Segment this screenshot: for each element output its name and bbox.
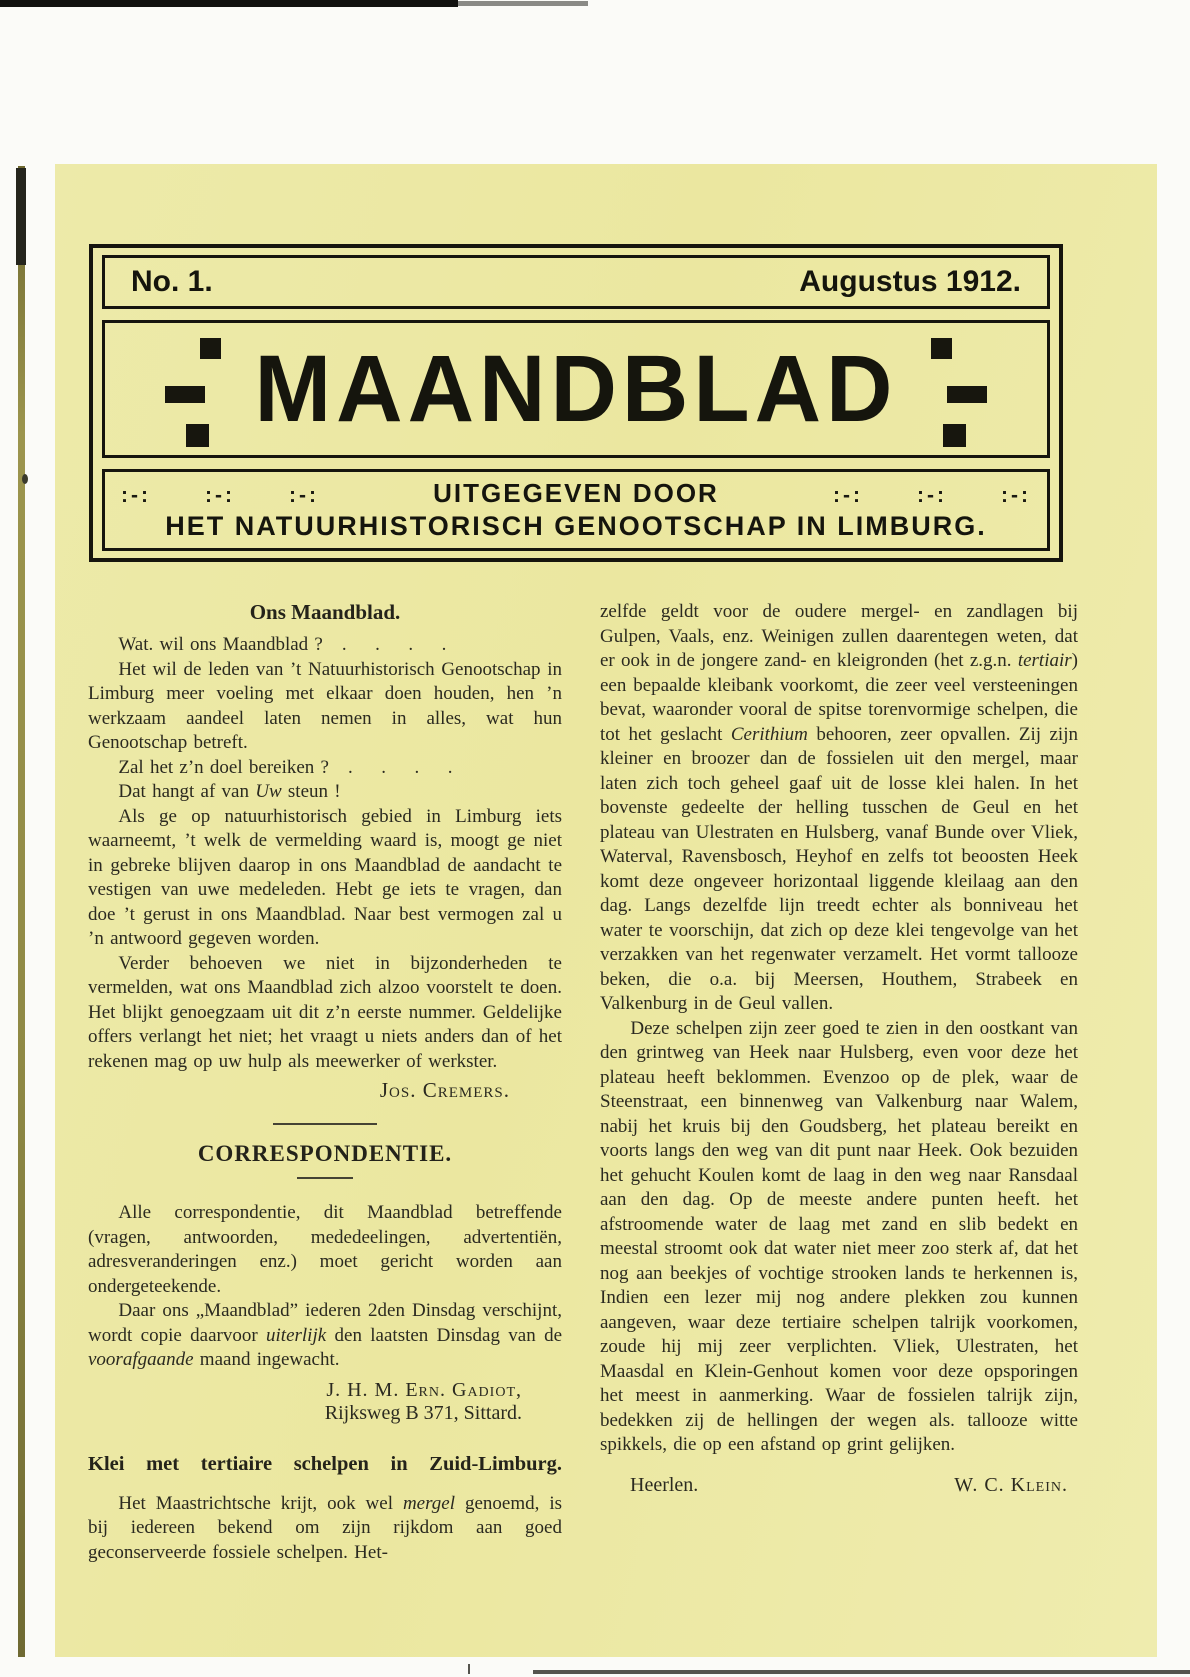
article1-body <box>88 633 562 1074</box>
paragraph: Daar ons „Maandblad” iederen 2den Dinsdag verschijnt, wordt copie daarvoor uiterlijk den laatsten Dinsdag van de voorafgaande maand ingewacht. <box>88 1300 563 1370</box>
article3-body <box>88 1492 562 1566</box>
ink-blot <box>22 474 28 484</box>
paragraph: Het Maastrichtsche krijt, ook wel mergel genoemd, is bij iedereen bekend om zijn rijkdom aan goed geconserveerde fossiele schelpen. Het- <box>88 1492 562 1563</box>
paragraph: Als ge op natuurhistorisch gebied in Limburg iets waarneemt, ’t welk de vermelding waard is, moogt ge niet in gebreke blijven daarop in ons Maandblad de aandacht te vestigen van uwe medeleden. Hebt ge iets te vragen, dan doe ’t gerust in ons Maandblad. Naar best vermogen zal u ’n antwoord gegeven worden. <box>88 805 562 949</box>
heading-divider <box>297 1177 353 1179</box>
right-column <box>600 600 1078 1565</box>
article1-heading: Ons Maandblad. <box>249 600 401 624</box>
issue-date-row <box>102 255 1050 309</box>
paragraph: zelfde geldt voor de oudere mergel- en zandlagen bij Gulpen, Vaals, enz. Weinigen zullen daarentegen weten, dat er ook in de jongere zand- en kleigronden (het z.g.n. tertiair) een bepaalde kleibank voorkomt, die zeer veel versteeningen bevat, waaronder vooral de spitse torenvormige schelpen, die tot het geslacht Cerithium behooren, zeer opvallen. Zij zijn kleiner en broozer dan de fossielen uit den mergel, maar laten zich toch geheel gaaf uit de losse klei halen. In het bovenste gedeelte der helling tusschen de Geul en het plateau van Ulestraten en Hulsberg, vanaf Bunde over Vliek, Waterval, Ravensbosch, Heyhof en zelfs tot beoosten Heek komt deze ongeveer horizontaal liggende kleilaag aan den dag. Langs dezelfde lijn treedt echter als bonniveau het water te voorschijn, dat zich op deze klei tengevolge van het verzakken van het regenwater verzamelt. Het vormt tallooze beken, die o.a. bij Meersen, Houthem, Strabeek en Valkenburg in de Geul vallen. <box>600 601 1078 1014</box>
magazine-title: MAANDBLAD <box>254 336 898 442</box>
signature-address: Rijksweg B 371, Sittard. <box>324 1401 522 1424</box>
left-column <box>88 600 562 1565</box>
paragraph: Verder behoeven we niet in bijzonderheden te vermelden, wat ons Maandblad zich alzoo voorstelt te doen. Het blijkt genoegzaam uit dit z’n eerste nummer. Geldelijke offers verlangt het niet; het vraagt u niets anders dan of het rekenen mag op uw hulp als meewerker of werkster. <box>88 952 562 1072</box>
article1-signature: Jos. Cremers. <box>379 1078 510 1102</box>
masthead-frame <box>89 244 1063 562</box>
masthead-gap <box>102 309 1050 320</box>
section-divider <box>273 1123 377 1125</box>
paragraph: Deze schelpen zijn zeer goed te zien in den oostkant van den grintweg van Heek naar Hulsberg, even voor deze het plateau heeft beklommen. Evenzoo op de plek, waar de Steenstraat, een binnenweg van Valkenburg naar Walem, nabij het kruis bij den Goudsberg, het plateau bereikt en voorts langs den weg van dit punt naar Heek. Ook bezuiden het gehucht Koulen komt de laag in den weg naar Ransdaal aan den dag. Op de meeste andere punten heeft. het afstroomende water de laag met zand en slib bedekt en meestal stroomt ook dat water niet meer zoo sterk af, dat het nog aan beekjes of vochtige strooken lands te herkennen is, Indien een lezer mij nog andere plekken zou kunnen aangeven, waar deze tertiaire schelpen talrijk voorkomen, zoude hij mij zeer verplichten. Vliek, Ulestraten, het Maasdal en Klein-Genhout komen voor deze opsporingen het meest in aanmerking. Waar de fossielen talrijk zijn, bedekken zij de hellingen der wegen als. tallooze witte spikkels, die op een afstand op grint gelijken. <box>600 1017 1078 1455</box>
masthead-gap <box>102 458 1050 469</box>
publisher-box <box>102 469 1050 551</box>
scan-artifact-top-line-fade <box>458 1 588 6</box>
paragraph: Zal het z’n doel bereiken ? . . . . <box>118 756 453 778</box>
scan-artifact-top-line <box>0 0 458 7</box>
paragraph: Alle correspondentie, dit Maandblad betreffende (vragen, antwoorden, mededeelingen, advertentiën, adresveranderingen enz.) moet gericht worden aan ondergeteekende. <box>88 1202 562 1297</box>
scan-artifact-bottom-tick <box>468 1664 470 1674</box>
paragraph: Wat. wil ons Maandblad ? . . . . <box>118 634 447 655</box>
paragraph: Dat hangt af van Uw steun ! <box>118 781 341 802</box>
body-columns <box>88 600 1157 1565</box>
signature-name: J. H. M. Ern. Gadiot, <box>326 1378 522 1401</box>
paper-page <box>55 164 1157 1657</box>
colon-ornaments-right: :-: :-: :-: <box>833 484 1031 507</box>
sign-off-place: Heerlen. <box>630 1473 699 1496</box>
publisher-line1: UITGEGEVEN DOOR <box>433 478 719 508</box>
scan-artifact-bottom-line <box>533 1670 1190 1674</box>
article2-heading: CORRESPONDENTIE. <box>197 1141 453 1166</box>
sign-off-author: W. C. Klein. <box>954 1473 1068 1496</box>
colon-dash-ornament-icon <box>165 330 221 448</box>
right-column-body <box>600 600 1078 1458</box>
issue-date: Augustus 1912. <box>799 265 1021 298</box>
page-fold-edge-shadow <box>16 168 26 265</box>
article2-body <box>88 1201 562 1373</box>
publisher-row <box>121 478 1031 509</box>
publisher-line2: HET NATUURHISTORISCH GENOOTSCHAP IN LIMBURG. <box>165 511 987 541</box>
article-sign-off <box>600 1458 1078 1497</box>
article3-heading: Klei met tertiaire schelpen in Zuid-Limburg. <box>88 1452 562 1475</box>
paragraph: Het wil de leden van ’t Natuurhistorisch Genootschap in Limburg meer voeling met elkaar doen houden, hen ’n werkzaam aandeel laten nemen in alles, wat hun Genootschap betreft. <box>88 658 562 753</box>
issue-number: No. 1. <box>131 265 213 298</box>
colon-ornaments-left: :-: :-: :-: <box>121 484 319 507</box>
page-fold-edge <box>18 166 25 1657</box>
dash-colon-ornament-icon <box>931 330 987 448</box>
article2-signature <box>88 1379 562 1425</box>
title-box <box>102 320 1050 458</box>
